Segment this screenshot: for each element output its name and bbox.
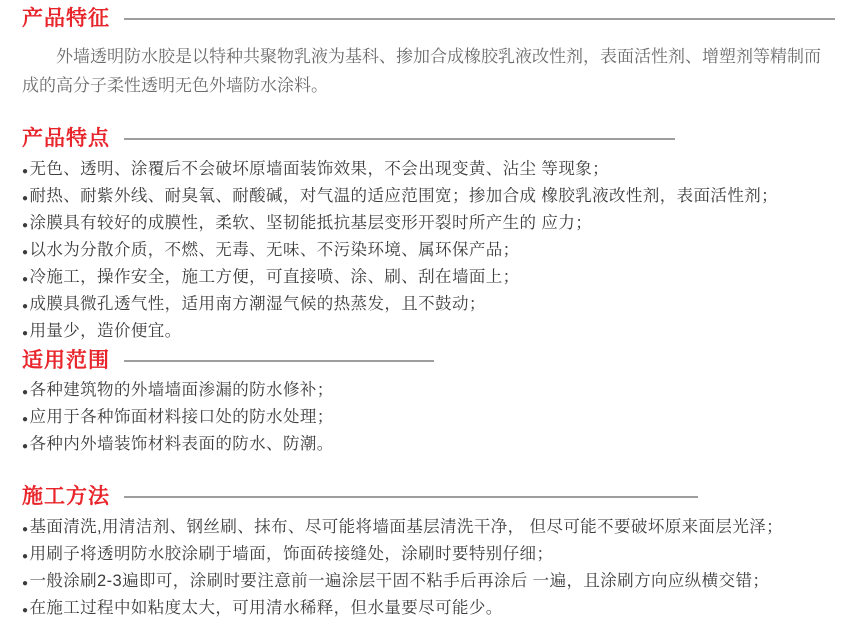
list-item — [22, 432, 849, 459]
bullet-icon: ● — [22, 578, 29, 589]
list-item — [22, 596, 849, 623]
bullet-icon: ● — [22, 414, 29, 425]
list-item — [22, 405, 849, 432]
bullet-icon: ● — [22, 387, 29, 398]
list-item — [22, 542, 849, 569]
section-header — [22, 126, 849, 152]
application-scope-list — [22, 378, 849, 459]
section-title-application-scope: 适用范围 — [22, 349, 110, 372]
bullet-icon: ● — [22, 166, 29, 177]
section-divider-line — [124, 138, 675, 140]
list-item-text: 以水为分散介质，不燃、无毒、无味、不污染环境、属环保产品； — [29, 241, 520, 259]
list-item-text: 成膜具微孔透气性，适用南方潮湿气候的热蒸发，且不鼓动； — [29, 295, 486, 313]
product-points-list — [22, 157, 849, 346]
list-item — [22, 184, 849, 211]
list-item-text: 冷施工，操作安全，施工方便，可直接喷、涂、刷、刮在墙面上； — [29, 268, 520, 286]
list-item-text: 用刷子将透明防水胶涂刷于墙面，饰面砖接缝处，涂刷时要特别仔细； — [29, 545, 554, 563]
bullet-icon: ● — [22, 193, 29, 204]
section-product-feature — [22, 6, 849, 100]
section-header — [22, 484, 849, 510]
bullet-icon: ● — [22, 220, 29, 231]
section-title-construction-method: 施工方法 — [22, 485, 110, 508]
section-title-product-points: 产品特点 — [22, 127, 110, 150]
list-item-text: 在施工过程中如粘度太大，可用清水稀释，但水量要尽可能少。 — [29, 599, 503, 617]
list-item — [22, 319, 849, 346]
list-item — [22, 292, 849, 319]
list-item — [22, 265, 849, 292]
list-item — [22, 157, 849, 184]
bullet-icon: ● — [22, 524, 29, 535]
section-divider-line — [124, 18, 835, 20]
bullet-icon: ● — [22, 605, 29, 616]
section-header — [22, 348, 849, 374]
bullet-icon: ● — [22, 301, 29, 312]
bullet-icon: ● — [22, 247, 29, 258]
section-title-product-feature: 产品特征 — [22, 7, 110, 30]
list-item — [22, 378, 849, 405]
list-item — [22, 569, 849, 596]
list-item — [22, 238, 849, 265]
section-divider-line — [124, 360, 434, 362]
bullet-icon: ● — [22, 551, 29, 562]
list-item-text: 各种内外墙装饰材料表面的防水、防潮。 — [29, 435, 334, 453]
construction-method-list — [22, 515, 849, 623]
product-feature-paragraph: 外墙透明防水胶是以特种共聚物乳液为基科、掺加合成橡胶乳液改性剂，表面活性剂、增塑剂等精制而成的高分子柔性透明无色外墙防水涂料。 — [22, 47, 821, 95]
list-item-text: 应用于各种饰面材料接口处的防水处理； — [29, 408, 334, 426]
list-item-text: 基面清洗,用清洁剂、钢丝刷、抹布、尽可能将墙面基层清洗干净， 但尽可能不要破坏原来面层光泽； — [29, 518, 784, 536]
list-item-text: 涂膜具有较好的成膜性，柔软、坚韧能抵抗基层变形开裂时所产生的 应力； — [29, 214, 593, 232]
list-item-text: 各种建筑物的外墙墙面渗漏的防水修补； — [29, 381, 334, 399]
list-item-text: 无色、透明、涂覆后不会破坏原墙面装饰效果，不会出现变黄、沾尘 等现象； — [29, 160, 610, 178]
section-construction-method — [22, 484, 849, 623]
bullet-icon: ● — [22, 274, 29, 285]
section-divider-line — [124, 496, 698, 498]
section-header — [22, 6, 849, 32]
bullet-icon: ● — [22, 328, 29, 339]
section-application-scope — [22, 348, 849, 459]
section-product-points — [22, 126, 849, 346]
list-item-text: 一般涂刷2-3遍即可，涂刷时要注意前一遍涂层干固不粘手后再涂后 一遍，且涂刷方向应纵横交错； — [29, 572, 770, 590]
list-item-text: 用量少，造价便宜。 — [29, 322, 182, 340]
bullet-icon: ● — [22, 441, 29, 452]
list-item-text: 耐热、耐紫外线、耐臭氧、耐酸碱，对气温的适应范围宽；掺加合成 橡胶乳液改性剂，表面活性剂； — [29, 187, 779, 205]
list-item — [22, 211, 849, 238]
list-item — [22, 515, 849, 542]
